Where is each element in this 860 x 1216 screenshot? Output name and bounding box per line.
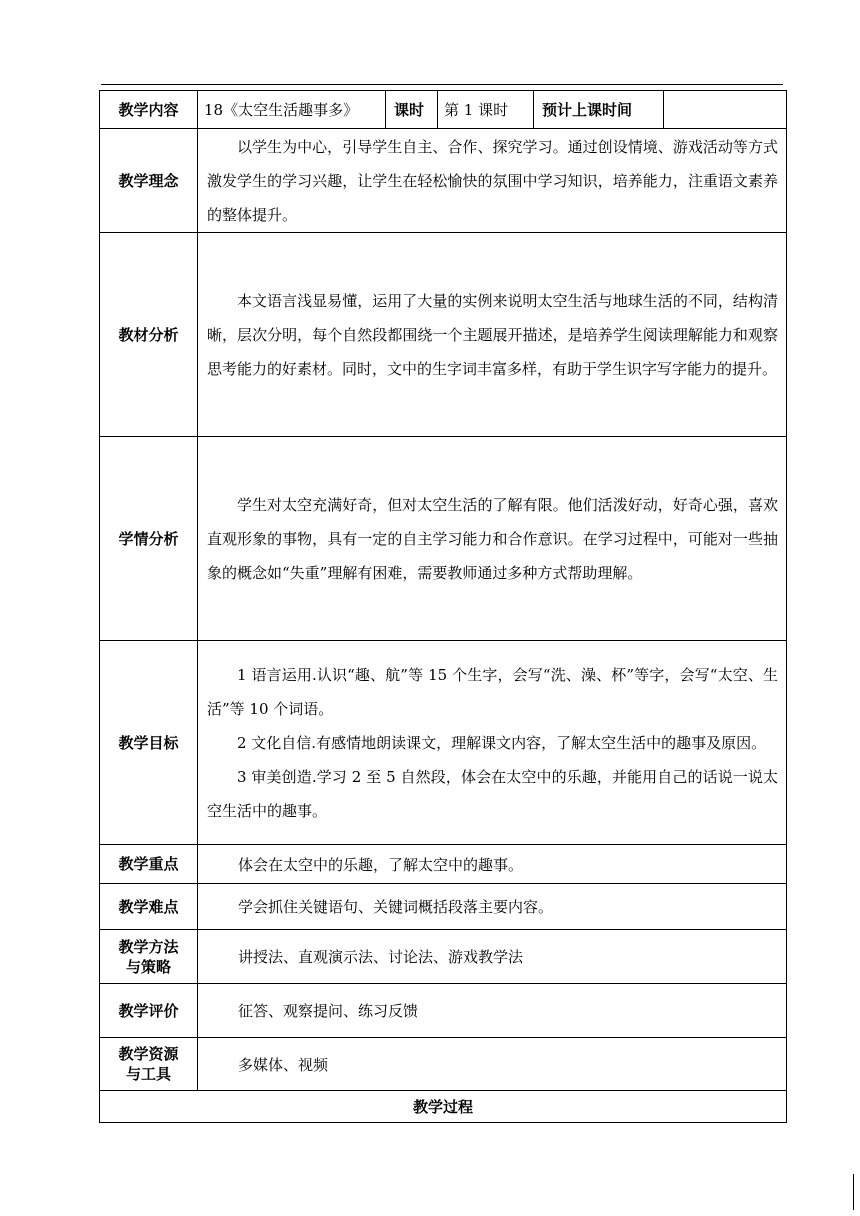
evaluation-row	[100, 984, 787, 1038]
row-content: 学会抓住关键语句、关键词概括段落主要内容。	[198, 884, 787, 930]
methods-row	[100, 930, 787, 984]
row-label	[100, 845, 198, 884]
row-content	[198, 437, 787, 641]
content-label: 教学内容	[100, 91, 198, 129]
page-edge-mark	[853, 1174, 854, 1210]
lesson-plan-table	[99, 90, 787, 1123]
process-row	[100, 1091, 787, 1123]
row-label	[100, 884, 198, 930]
header-rule	[101, 84, 783, 85]
material-analysis-row	[100, 233, 787, 437]
row-content: 体会在太空中的乐趣，了解太空中的趣事。	[198, 845, 787, 884]
lesson-title: 18《太空生活趣事多》	[198, 91, 386, 129]
difficulties-row	[100, 884, 787, 930]
paragraph: 本文语言浅显易懂，运用了大量的实例来说明太空生活与地球生活的不同，结构清晰，层次分明，每个自然段都围绕一个主题展开描述，是培养学生阅读理解能力和观察思考能力的好素材。同时，文中的生字词丰富多样，有助于学生识字写字能力的提升。	[207, 291, 778, 378]
key-points-row	[100, 845, 787, 884]
row-content: 讲授法、直观演示法、讨论法、游戏教学法	[198, 930, 787, 984]
row-label-line: 与策略	[125, 957, 171, 976]
row-label-line: 教学难点	[118, 897, 179, 916]
row-label	[100, 984, 198, 1038]
row-content: 多媒体、视频	[198, 1038, 787, 1091]
schedule-label: 预计上课时间	[534, 91, 664, 129]
student-analysis-row	[100, 437, 787, 641]
row-content	[198, 233, 787, 437]
paragraph: 学生对太空充满好奇，但对太空生活的了解有限。他们活泼好动，好奇心强，喜欢直观形象的事物，具有一定的自主学习能力和合作意识。在学习过程中，可能对一些抽象的概念如“失重”理解有困难，需要教师通过多种方式帮助理解。	[207, 495, 778, 582]
paragraph: 以学生为中心，引导学生自主、合作、探究学习。通过创设情境、游戏活动等方式激发学生的学习兴趣，让学生在轻松愉快的氛围中学习知识，培养能力，注重语文素养的整体提升。	[207, 137, 778, 224]
row-label	[100, 1038, 198, 1091]
resources-row	[100, 1038, 787, 1091]
row-content	[198, 641, 787, 845]
row-content: 征答、观察提问、练习反馈	[198, 984, 787, 1038]
period-label: 课时	[386, 91, 438, 129]
paragraph: 3 审美创造.学习 2 至 5 自然段，体会在太空中的乐趣，并能用自己的话说一说太空生活中的趣事。	[207, 767, 778, 820]
row-label-line: 教学重点	[118, 855, 179, 873]
period-value: 第 1 课时	[438, 91, 534, 129]
row-label: 教学目标	[100, 641, 198, 845]
row-label: 学情分析	[100, 437, 198, 641]
row-label	[100, 930, 198, 984]
row-content	[198, 129, 787, 233]
row-label-line: 与工具	[125, 1065, 171, 1083]
paragraph: 1 语言运用.认识“趣、航”等 15 个生字，会写“洗、澡、杯”等字，会写“太空、生活”等 10 个词语。	[207, 665, 778, 718]
header-row	[100, 91, 787, 129]
row-label-line: 教学方法	[118, 937, 179, 956]
objectives-row	[100, 641, 787, 845]
schedule-value	[664, 91, 787, 129]
process-heading: 教学过程	[100, 1091, 787, 1123]
row-label: 教材分析	[100, 233, 198, 437]
philosophy-row	[100, 129, 787, 233]
row-label: 教学理念	[100, 129, 198, 233]
row-label-line: 教学资源	[118, 1045, 179, 1063]
paragraph: 2 文化自信.有感情地朗读课文，理解课文内容，了解太空生活中的趣事及原因。	[237, 733, 767, 752]
row-label-line: 教学评价	[118, 1001, 179, 1020]
